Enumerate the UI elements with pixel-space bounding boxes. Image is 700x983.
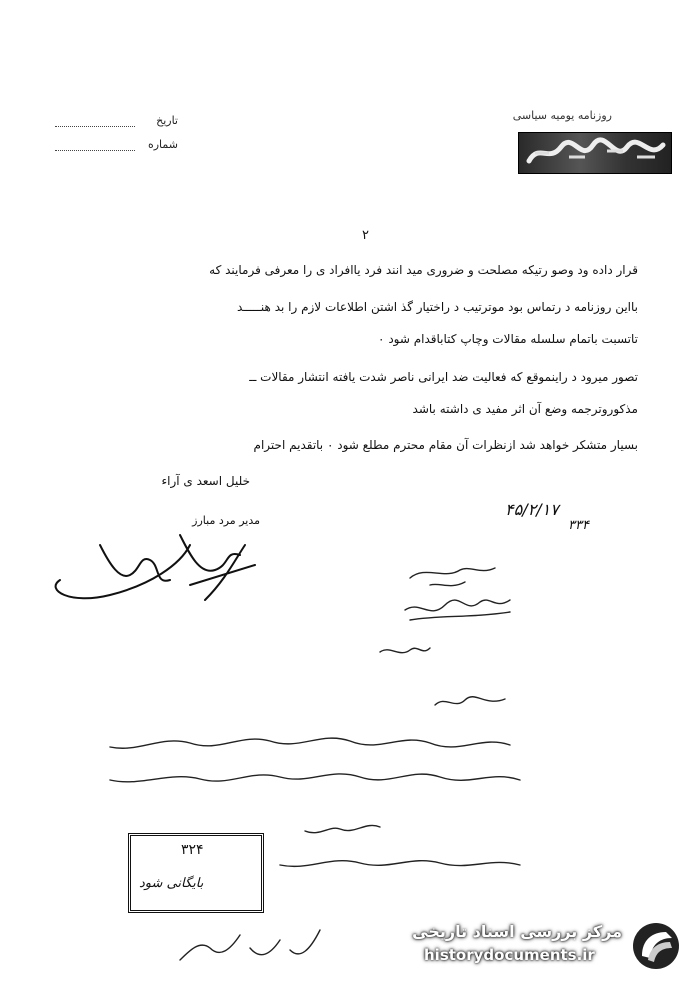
watermark-title: مرکز بررسی اسناد تاریخی (412, 922, 622, 941)
watermark-url: historydocuments.ir (424, 946, 595, 964)
signatory-name: خلیل اسعد ی آراء (161, 474, 250, 488)
handwritten-mark (430, 685, 510, 715)
date-dotted-line (55, 117, 135, 127)
handwritten-initials (370, 560, 530, 700)
number-label: شماره (147, 138, 178, 151)
body-line-5: مذکوروترجمه وضع آن اثر مفید ی داشته باشد (412, 402, 638, 416)
page-number: ۲ (362, 228, 369, 243)
archive-logo-icon (628, 920, 684, 972)
body-line-1: قرار داده ود وصو رتیکه مصلحت و ضروری مید انند فرد یاافراد ی را معرفی فرمایند که (209, 263, 638, 277)
handwritten-date: ۴۵/۲/۱۷ (505, 500, 559, 519)
date-label: تاریخ (156, 114, 178, 127)
signatory-title: مدیر مرد مبارز (192, 514, 260, 527)
body-line-6: بسیار متشکر خواهد شد ازنظرات آن مقام محترم مطلع شود ٠ باتقدیم احترام (253, 438, 638, 452)
newspaper-logo (518, 132, 672, 174)
stamp-text: بایگانی شود (139, 876, 204, 891)
body-line-3: تاتسبت باتمام سلسله مقالات وچاپ کتاباقدام شود ٠ (378, 332, 638, 346)
archive-stamp (128, 833, 264, 913)
logo-calligraphy (519, 133, 671, 173)
body-line-4: تصور میرود د راینموقع که فعالیت ضد ایرانی ناصر شدت یافته انتشار مقالات ــ (249, 370, 638, 384)
bottom-handwritten-number (170, 920, 340, 970)
watermark (408, 918, 688, 974)
body-line-2: بااین روزنامه د رتماس بود موترتیب د راختیار گذ اشتن اطلاعات لازم را بد هنـــــد (237, 300, 638, 314)
signature-scribble (40, 525, 270, 615)
stamp-number: ۳۲۴ (181, 842, 204, 858)
number-dotted-line (55, 141, 135, 151)
publication-type: روزنامه یومیه سیاسی (512, 109, 612, 122)
handwritten-sub-number: ۳۳۴ (568, 518, 589, 533)
